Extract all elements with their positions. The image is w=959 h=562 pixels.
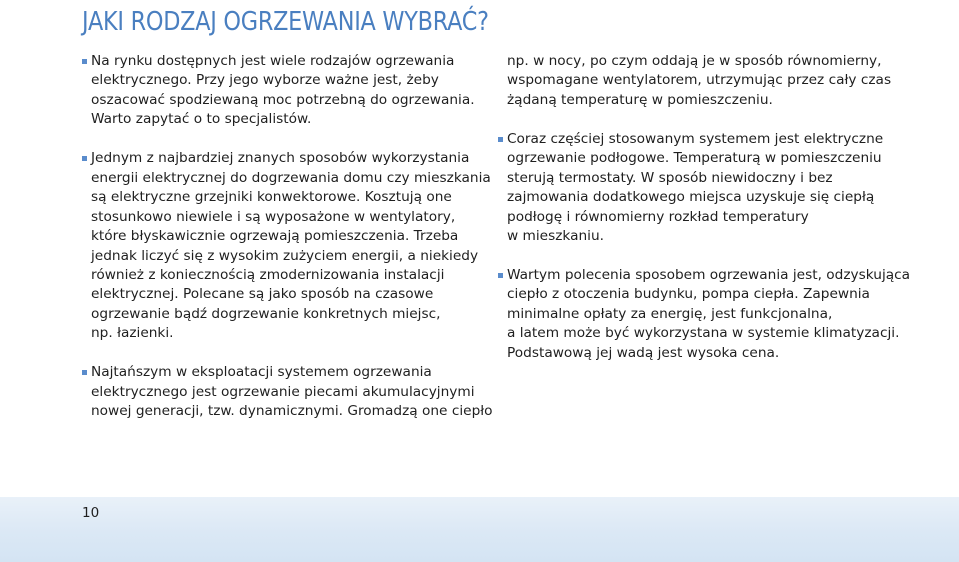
page-number: 10 (82, 505, 100, 521)
left-column (91, 52, 493, 422)
paragraph-storage-heaters-continued: np. w nocy, po czym oddają je w sposób równomierny, wspomagane wentylatorem, utrzymując przez cały czas żądaną temperaturę w pomieszczeniu. (507, 53, 892, 108)
paragraph-storage-heaters: Najtańszym w eksploatacji systemem ogrzewania elektrycznego jest ogrzewanie piecami akumulacyjnymi nowej generacji, tzw. dynamicznymi. Gromadzą one ciepło (91, 363, 493, 421)
paragraph-floor-heating: Coraz częściej stosowanym systemem jest elektryczne ogrzewanie podłogowe. Temperaturą w pomieszczeniu sterują termostaty. W sposób niewidoczny i bez zajmowania dodatkowego miejsca uzyskuje się ciepłą podłogę i równomierny rozkład temperatury w mieszkaniu. (507, 130, 910, 247)
paragraph-available-types: Na rynku dostępnych jest wiele rodzajów ogrzewania elektrycznego. Przy jego wyborze ważne jest, żeby oszacować spodziewaną moc potrzebną do ogrzewania. Warto zapytać o to specjalistów. (91, 52, 493, 130)
paragraph-convector-heaters: Jednym z najbardziej znanych sposobów wykorzystania energii elektrycznej do dogrzewania domu czy mieszkania są elektryczne grzejniki konwektorowe. Kosztują one stosunkowo niewiele i są wyposażone w wentylatory, które błyskawicznie ogrzewają pomieszczenia. Trzeba jednak liczyć się z wysokim zużyciem energii, a niekiedy również z koniecznością zmodernizowania instalacji elektrycznej. Polecane są jako sposób na czasowe ogrzewanie bądź dogrzewanie konkretnych miejsc, np. łazienki. (91, 149, 493, 344)
right-column (507, 52, 910, 363)
paragraph-heat-pump: Wartym polecenia sposobem ogrzewania jest, odzyskująca ciepło z otoczenia budynku, pompa ciepła. Zapewnia minimalne opłaty za energię, jest funkcjonalna, a latem może być wykorzystana w systemie klimatyzacji. Podstawową jej wadą jest wysoka cena. (507, 266, 910, 363)
footer-band (0, 497, 959, 562)
page-title: JAKI RODZAJ OGRZEWANIA WYBRAĆ? (82, 7, 489, 37)
